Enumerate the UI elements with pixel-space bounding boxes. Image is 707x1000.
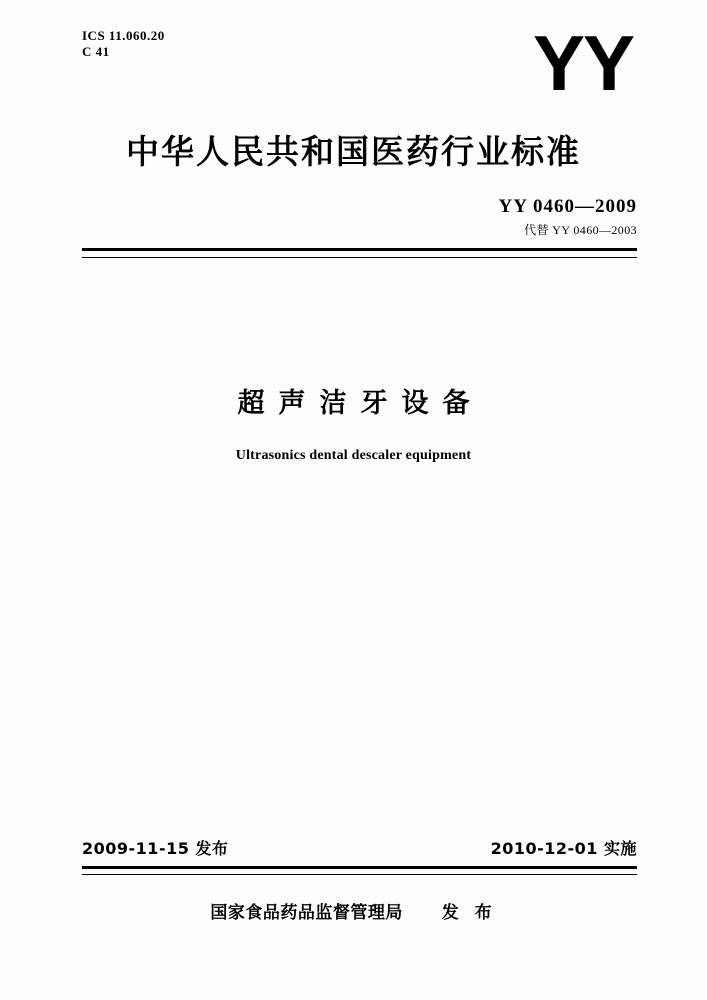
issuer-row: [0, 898, 707, 923]
issuer-name: 国家食品药品监督管理局: [210, 903, 403, 923]
implementation-date: 2010-12-01 实施: [490, 839, 637, 858]
issuer-action: 发 布: [441, 903, 497, 923]
document-title-english: Ultrasonics dental descaler equipment: [235, 448, 472, 463]
issue-date: 2009-11-15 发布: [82, 839, 229, 858]
ics-code: ICS 11.060.20: [82, 28, 165, 43]
page-title: 中华人民共和国医药行业标准: [126, 132, 581, 171]
standard-replaces: 代替 YY 0460—2003: [524, 223, 637, 237]
ccs-code: C 41: [82, 44, 110, 60]
footer-divider-thick: [82, 866, 637, 869]
yy-logo: YY: [532, 19, 633, 107]
standard-number-block: [499, 196, 638, 238]
document-title-chinese: 超声洁牙设备: [237, 388, 484, 419]
standard-number: YY 0460—2009: [498, 196, 637, 217]
footer-date-row: [82, 836, 637, 859]
footer-divider-thin: [82, 874, 637, 875]
header-divider-thick: [82, 248, 637, 251]
ics-classification-block: [82, 28, 165, 61]
header-divider-thin: [82, 257, 637, 258]
